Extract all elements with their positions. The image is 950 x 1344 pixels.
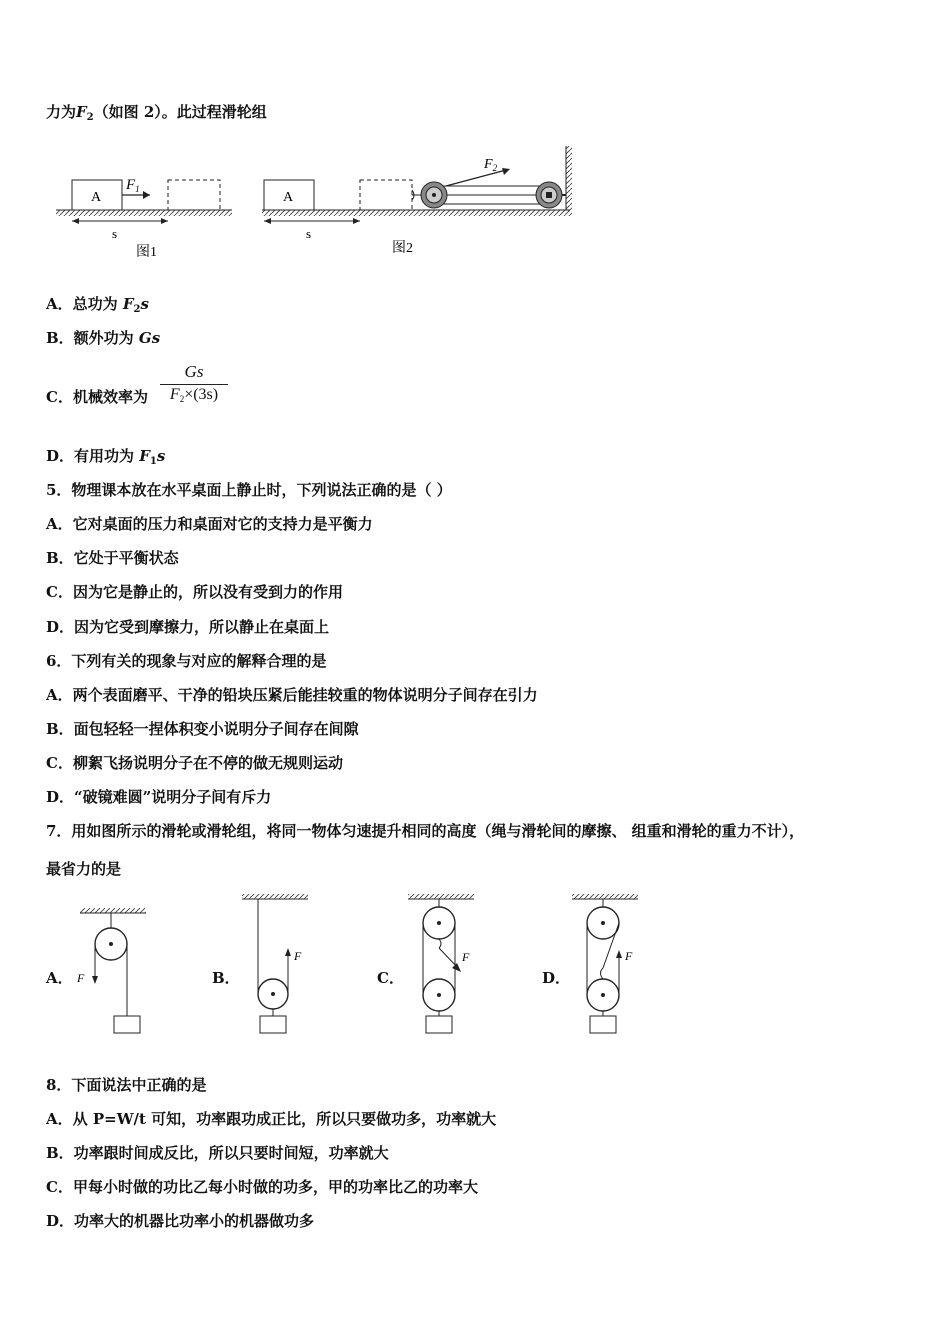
- q7-c-force-label: F: [462, 950, 470, 964]
- q6-option-d[interactable]: D．“破镜难圆”说明分子间有斥力: [46, 788, 272, 806]
- intro-force-sub: 2: [86, 112, 94, 123]
- q4-c-fraction: [158, 362, 230, 404]
- fig2-force-label: $F_2$: [484, 157, 498, 173]
- q4-d-tail: s: [156, 447, 166, 465]
- q4-a-sub: 2: [133, 304, 141, 315]
- q7-b-force-label: F: [294, 949, 302, 963]
- fig1-block-label: A: [91, 190, 102, 205]
- q4-a-tail: s: [140, 295, 149, 313]
- q4-option-d[interactable]: [46, 446, 165, 472]
- q7-a-weight: [114, 1016, 140, 1033]
- q5-option-d[interactable]: D．因为它受到摩擦力，所以静止在桌面上: [46, 618, 330, 636]
- q6-stem: 6．下列有关的现象与对应的解释合理的是: [46, 652, 327, 670]
- q7-option-c-label[interactable]: C．: [377, 969, 404, 987]
- q5-stem: 5．物理课本放在水平桌面上静止时，下列说法正确的是（ ）: [46, 481, 452, 499]
- den-sub: 2: [179, 394, 185, 404]
- q8-option-b[interactable]: B．功率跟时间成反比，所以只要时间短，功率就大: [46, 1144, 389, 1162]
- intro-prefix: 力为: [46, 103, 77, 121]
- q7-d-force-label: F: [625, 949, 633, 963]
- q8-stem: 8．下面说法中正确的是: [46, 1076, 207, 1094]
- intro-force: F: [76, 103, 87, 121]
- q4-d-sub: 1: [149, 456, 157, 467]
- intro-line: [46, 102, 267, 128]
- q5-option-c[interactable]: C．因为它是静止的，所以没有受到力的作用: [46, 583, 343, 601]
- fig2-block-label: A: [283, 190, 294, 205]
- q5-option-b[interactable]: B．它处于平衡状态: [46, 549, 179, 567]
- fig2-ground-hatch: [262, 210, 572, 216]
- q4-b-formula: Gs: [138, 329, 161, 347]
- fig2-block-dashed: [360, 180, 412, 210]
- fig2-distance-label: s: [306, 226, 312, 241]
- intro-suffix: （如图 2）。此过程滑轮组: [93, 103, 267, 121]
- fig1-distance-label: s: [112, 226, 118, 241]
- q8-option-c[interactable]: C．甲每小时做的功比乙每小时做的功多，甲的功率比乙的功率大: [46, 1178, 478, 1196]
- q7-c-weight: [426, 1016, 452, 1033]
- q7-d-weight: [590, 1016, 616, 1033]
- den-rest: ×(3s): [184, 386, 219, 403]
- q4-option-b[interactable]: [46, 328, 160, 348]
- fig2-caption: 图2: [392, 241, 413, 256]
- fig1-caption: 图1: [136, 245, 157, 260]
- q7-pulley-figures: [60, 888, 660, 1038]
- fig1-block-dashed: [168, 180, 220, 210]
- q4-a-text: A．总功为: [46, 295, 123, 313]
- q7-figure-d: [572, 894, 638, 1033]
- q4-a-formula: F: [122, 295, 134, 313]
- q7-option-a-label[interactable]: A．: [46, 969, 73, 987]
- fig1-ground-hatch: [56, 210, 232, 216]
- fig1-force-label: $F_1$: [126, 177, 140, 194]
- q4-c-text: C．机械效率为: [46, 388, 148, 406]
- q8-option-a[interactable]: A．从 P=W/t 可知，功率跟功成正比，所以只要做功多，功率就大: [46, 1110, 497, 1128]
- q7-figure-c: [408, 894, 474, 1033]
- fig2-wall-hatch: [566, 146, 572, 212]
- q7-option-b-label[interactable]: B．: [212, 969, 240, 987]
- q7-stem-line1: 7．用如图所示的滑轮或滑轮组，将同一物体匀速提升相同的高度（绳与滑轮间的摩擦、 组重和滑轮的重力不计），: [46, 822, 805, 840]
- q4-b-text: B．额外功为: [46, 329, 139, 347]
- q6-option-c[interactable]: C．柳絮飞扬说明分子在不停的做无规则运动: [46, 754, 343, 772]
- q4-d-formula: F: [139, 447, 150, 465]
- figure-2: [262, 146, 572, 256]
- q4-d-text: D．有用功为: [46, 447, 140, 465]
- fraction-numerator: Gs: [184, 362, 204, 381]
- q7-figure-a: [76, 908, 146, 1033]
- q5-option-a[interactable]: A．它对桌面的压力和桌面对它的支持力是平衡力: [46, 515, 373, 533]
- q7-figure-b: [242, 894, 308, 1033]
- q7-stem-line2: 最省力的是: [46, 860, 122, 878]
- q7-option-d-label[interactable]: D．: [542, 969, 571, 987]
- q4-option-a[interactable]: [46, 294, 149, 320]
- q6-option-b[interactable]: B．面包轻轻一捏体积变小说明分子间存在间隙: [46, 720, 359, 738]
- q8-option-d[interactable]: D．功率大的机器比功率小的机器做功多: [46, 1212, 315, 1230]
- q4-option-c[interactable]: [46, 387, 148, 407]
- fraction-denominator: [158, 385, 230, 404]
- q7-b-weight: [260, 1016, 286, 1033]
- q6-option-a[interactable]: A．两个表面磨平、干净的铅块压紧后能挂较重的物体说明分子间存在引力: [46, 686, 538, 704]
- figure-1: [56, 177, 232, 260]
- den-force: F: [169, 386, 180, 403]
- figure-horizontal-pull: [50, 140, 590, 265]
- q7-a-force-label: F: [77, 971, 85, 985]
